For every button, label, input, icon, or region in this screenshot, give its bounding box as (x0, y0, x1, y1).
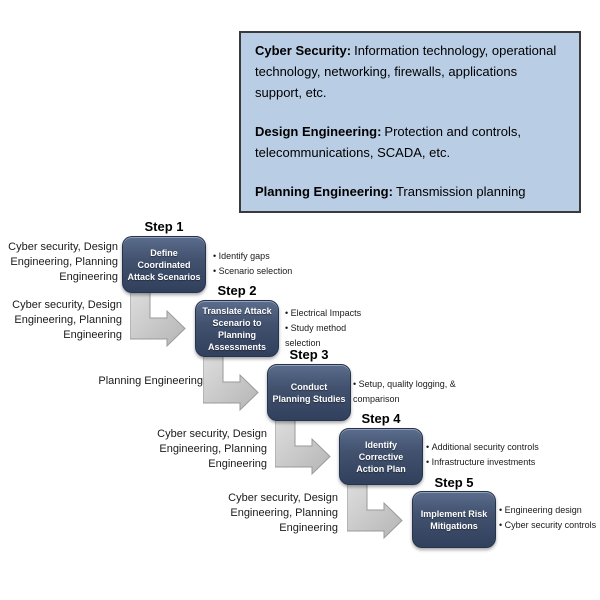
step-5-title-line: Implement Risk (420, 508, 488, 519)
step-4-title-line: Action Plan (356, 463, 406, 474)
bullet-item: • Study method selection (285, 321, 373, 351)
legend-box (239, 31, 581, 213)
step-5-title-line: Mitigations (430, 520, 478, 531)
bullet-item: • Engineering design (499, 503, 600, 518)
elbow-arrow-icon (275, 418, 331, 476)
step-4-title-line: Corrective (358, 451, 404, 462)
step-2-owners-label: Cyber security, Design Engineering, Planning Engineering (12, 299, 122, 341)
step-1-title-line: Define (150, 247, 178, 258)
elbow-arrow-icon (203, 354, 259, 412)
legend-item-planning-engineering (255, 181, 565, 202)
step-4-title-line: Identify (364, 439, 397, 450)
step-3-bullets (353, 377, 461, 407)
step-1-title-line: Attack Scenarios (127, 271, 201, 282)
step-3-heading: Step 3 (289, 347, 329, 362)
bullet-item: • Cyber security controls (499, 518, 600, 533)
bullet-item: • Setup, quality logging, & comparison (353, 377, 461, 407)
step-5-box (412, 491, 496, 548)
legend-term: Planning Engineering: (255, 184, 393, 199)
elbow-arrow-icon (130, 290, 186, 348)
step-5-owners-label: Cyber security, Design Engineering, Planning Engineering (228, 492, 338, 534)
legend-desc: Information technology, operational technology, networking, firewalls, applications support, etc. (255, 43, 557, 100)
legend-term: Cyber Security: (255, 43, 352, 58)
step-2-title-line: Scenario to (212, 317, 262, 328)
step-2-title-line: Assessments (207, 341, 267, 352)
step-4-owners-label: Cyber security, Design Engineering, Planning Engineering (157, 428, 267, 470)
legend-term: Design Engineering: (255, 124, 382, 139)
step-2-title-line: Planning (218, 329, 256, 340)
step-1-heading: Step 1 (144, 219, 184, 234)
bullet-item: • Electrical Impacts (285, 306, 373, 321)
bullet-item: • Additional security controls (426, 440, 561, 455)
bullet-item: • Identify gaps (213, 249, 305, 264)
legend-desc: Protection and controls, telecommunications, SCADA, etc. (255, 124, 521, 160)
step-2-title-line: Translate Attack (202, 305, 272, 316)
step-4-box (339, 428, 423, 485)
step-5-bullets (499, 503, 600, 533)
elbow-arrow-icon (347, 482, 403, 540)
legend-item-design-engineering (255, 121, 565, 163)
step-4-heading: Step 4 (361, 411, 401, 426)
step-4-bullets (426, 440, 561, 470)
step-2-bullets (285, 306, 373, 351)
step-5-heading: Step 5 (434, 475, 474, 490)
step-3-owners-label: Planning Engineering (98, 375, 203, 387)
step-1-title-line: Coordinated (137, 259, 191, 270)
bullet-item: • Infrastructure investments (426, 455, 561, 470)
step-2-heading: Step 2 (217, 283, 257, 298)
bullet-item: • Scenario selection (213, 264, 305, 279)
step-1-box (122, 236, 206, 293)
step-1-bullets (213, 249, 305, 279)
legend-desc: Transmission planning (395, 184, 526, 199)
step-3-title-line: Planning Studies (272, 393, 346, 404)
legend-item-cyber-security (255, 40, 565, 103)
step-3-title-line: Conduct (290, 381, 328, 392)
step-1-owners-label: Cyber security, Design Engineering, Planning Engineering (8, 241, 118, 283)
